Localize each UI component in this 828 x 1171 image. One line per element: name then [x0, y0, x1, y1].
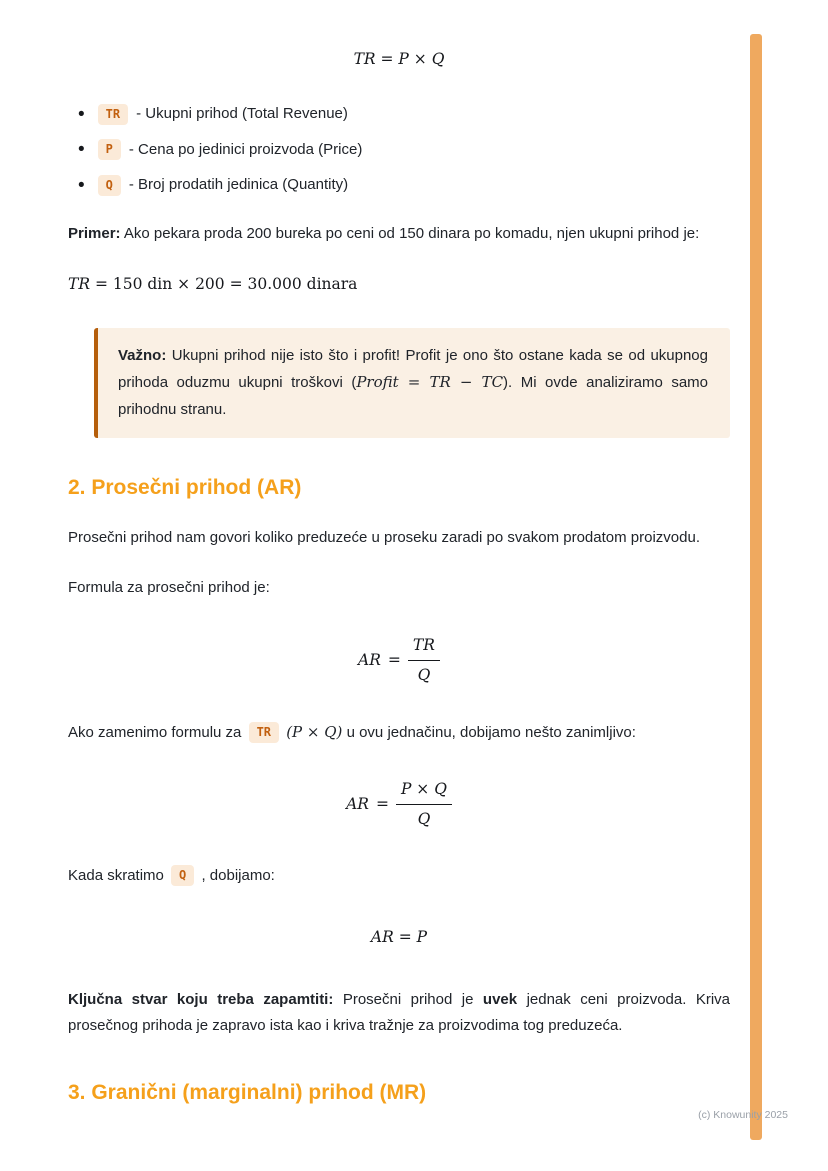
callout-inline-formula: Profit = TR − TC: [356, 373, 504, 392]
fraction: [408, 632, 440, 689]
example-text: Ako pekara proda 200 bureka po ceni od 150 dinara po komadu, njen ukupni prihod je:: [123, 224, 700, 242]
key-point-label: Ključna stvar koju treba zapamtiti:: [68, 990, 334, 1008]
section-heading-average-revenue: 2. Prosečni prihod (AR): [68, 475, 302, 499]
text-segment: u ovu jednačinu, dobijamo nešto zanimljivo:: [346, 723, 636, 741]
inline-formula: (P × Q): [286, 722, 343, 741]
document-content: [68, 0, 730, 1106]
bullet-icon: •: [78, 103, 85, 125]
term-text: - Cena po jedinici proizvoda (Price): [128, 140, 363, 158]
fraction-numerator: TR: [412, 635, 435, 654]
formula-example: [68, 271, 730, 298]
equals-sign: =: [375, 795, 389, 814]
emphasized-word: uvek: [482, 990, 518, 1008]
callout-label: Važno:: [118, 347, 167, 364]
equals-sign: =: [387, 650, 401, 669]
term-text: - Broj prodatih jedinica (Quantity): [128, 176, 349, 194]
text-segment: Prosečni prihod je: [342, 990, 474, 1008]
fraction-numerator: P × Q: [400, 780, 447, 799]
callout-text-before: Ukupni prihod nije isto što i profit! Profit je ono što ostane kada se od ukupnog prihoda oduzmu ukupni troškovi (: [118, 347, 708, 392]
substitution-paragraph: [68, 719, 730, 746]
paragraph: Formula za prosečni prihod je:: [68, 579, 270, 597]
term-badge-tr: TR: [98, 104, 128, 125]
formula-lhs: AR: [358, 650, 381, 669]
text-segment: , dobijamo:: [201, 867, 275, 885]
term-badge-tr: TR: [249, 722, 279, 743]
cancel-paragraph: [68, 863, 730, 889]
bullet-icon: •: [78, 174, 85, 196]
example-label: Primer:: [68, 224, 121, 242]
copyright-watermark: (c) Knowunity 2025: [698, 1109, 788, 1121]
example-paragraph: [68, 221, 730, 247]
text-segment: jednak ceni proizvoda. Kriva prosečnog prihoda je zapravo ista kao i kriva tražnje za proizvodima tog preduzeća.: [68, 990, 731, 1034]
term-badge-p: P: [98, 139, 121, 160]
important-callout: [94, 328, 730, 438]
formula-example-rest: = 150 din × 200 = 30.000 dinara: [90, 274, 358, 293]
term-badge-q: Q: [98, 175, 121, 196]
fraction-denominator: Q: [396, 804, 452, 833]
formula-ar-pq-over-q: [68, 776, 730, 833]
formula-total-revenue: TR = P × Q: [353, 50, 445, 68]
term-badge-q: Q: [171, 865, 194, 886]
formula-lhs: AR: [346, 795, 369, 814]
page-accent-bar: [750, 34, 762, 1140]
callout-text-after: ). Mi ovde analiziramo samo prihodnu stranu.: [118, 374, 708, 418]
key-point-paragraph: [68, 987, 730, 1040]
text-segment: Kada skratimo: [68, 867, 164, 885]
list-item: [78, 174, 730, 197]
section-heading-marginal-revenue: 3. Granični (marginalni) prihod (MR): [68, 1081, 427, 1105]
list-item: [78, 103, 730, 126]
fraction: [396, 776, 452, 833]
formula-ar-equals-p: AR = P: [370, 927, 428, 946]
list-item: [78, 139, 730, 162]
bullet-icon: •: [78, 139, 85, 161]
term-text: - Ukupni prihod (Total Revenue): [136, 105, 348, 123]
formula-ar-tr-over-q: [68, 632, 730, 689]
fraction-denominator: Q: [408, 660, 440, 689]
paragraph: Prosečni prihod nam govori koliko preduzeće u proseku zaradi po svakom prodatom proizvodu.: [68, 529, 700, 547]
term-list: [68, 103, 730, 197]
formula-example-variable: TR: [68, 274, 91, 293]
text-segment: Ako zamenimo formulu za: [68, 723, 242, 741]
